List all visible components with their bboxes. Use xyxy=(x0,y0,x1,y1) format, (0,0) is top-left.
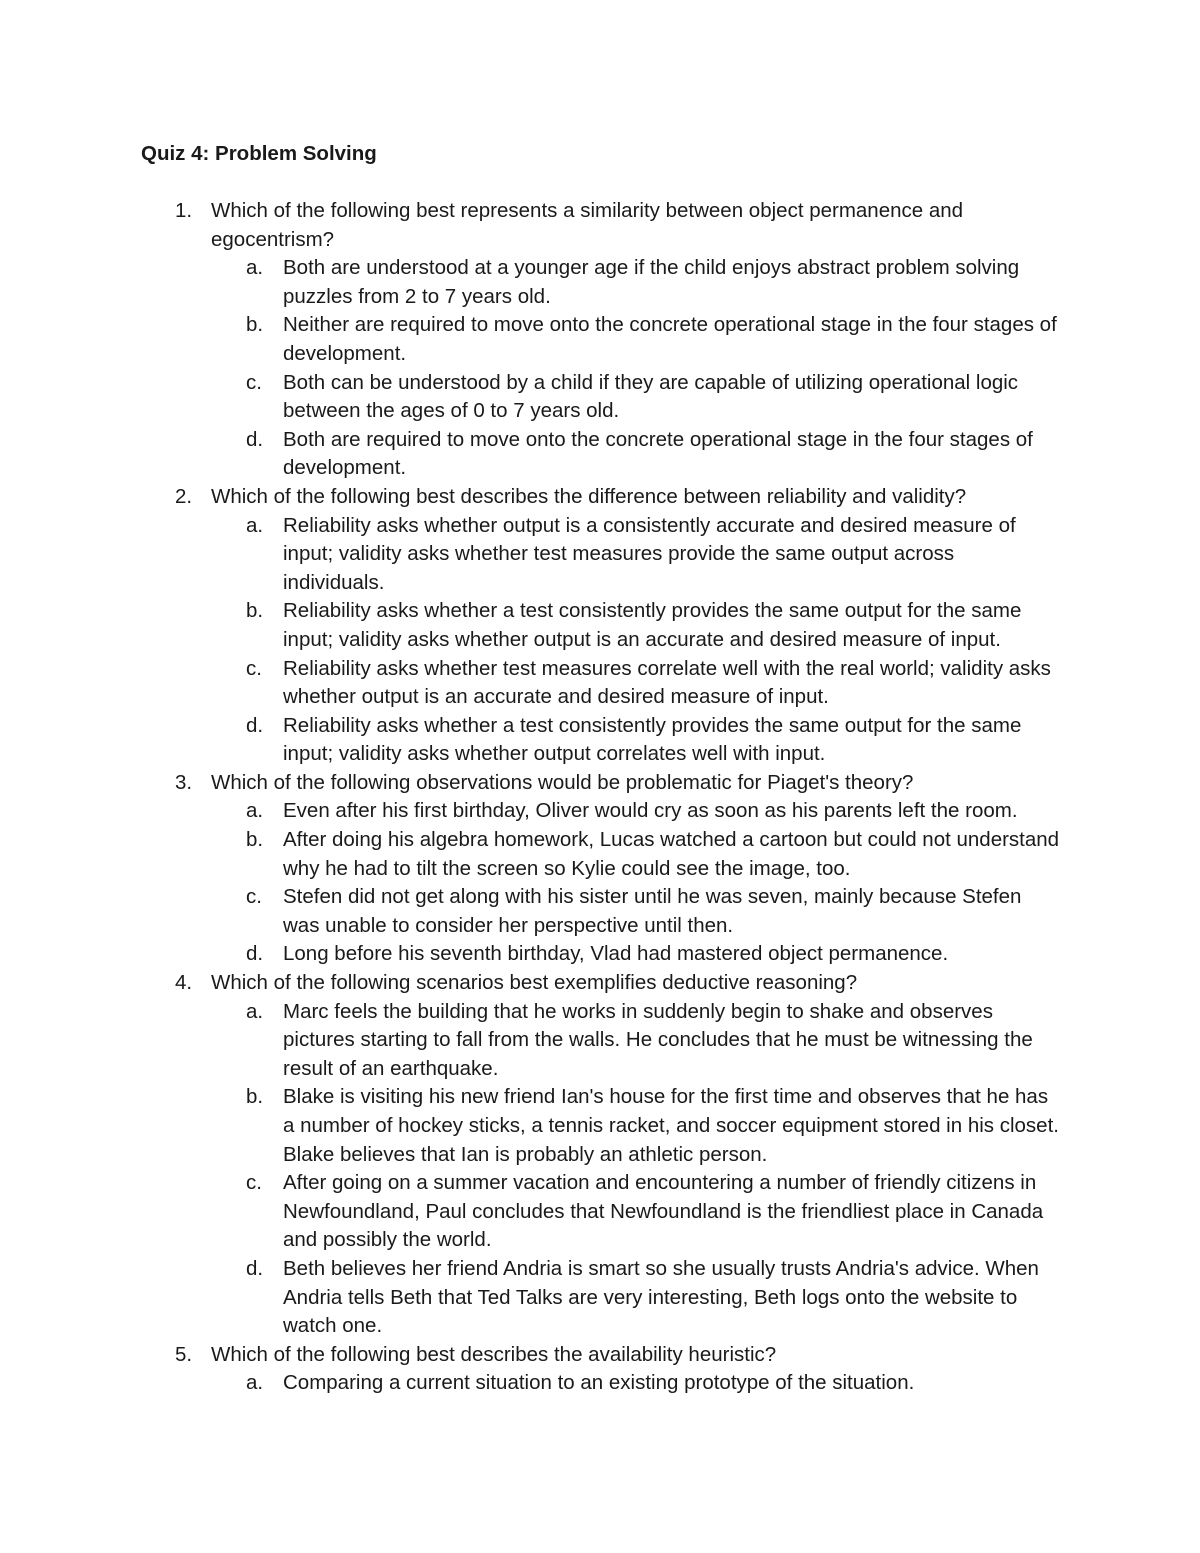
option-list xyxy=(211,797,1060,969)
option-letter: c. xyxy=(246,656,262,680)
option-2c xyxy=(0,655,1060,712)
option-text: Stefen did not get along with his sister until he was seven, mainly because Stefen was unable to consider her perspective until then. xyxy=(283,885,1022,937)
option-text: Even after his first birthday, Oliver would cry as soon as his parents left the room. xyxy=(283,799,1018,823)
question-text: Which of the following observations would be problematic for Piaget's theory? xyxy=(211,770,914,794)
option-4a xyxy=(0,998,1060,1084)
option-3d xyxy=(0,940,1060,969)
option-text: Both are required to move onto the concrete operational stage in the four stages of development. xyxy=(283,427,1033,480)
option-list xyxy=(211,254,1060,483)
option-letter: a. xyxy=(246,799,264,823)
option-letter: b. xyxy=(246,1085,264,1109)
option-3b xyxy=(0,826,1060,883)
option-letter: a. xyxy=(246,999,264,1023)
option-1d xyxy=(0,426,1060,483)
option-letter: d. xyxy=(246,942,264,966)
question-number: 4. xyxy=(175,971,193,995)
option-2a xyxy=(0,512,1060,598)
option-list xyxy=(211,512,1060,769)
option-text: Both can be understood by a child if they are capable of utilizing operational logic between the ages of 0 to 7 years old. xyxy=(283,370,1019,423)
option-1c xyxy=(0,369,1060,426)
question-5 xyxy=(0,1341,1060,1398)
option-text: Neither are required to move onto the concrete operational stage in the four stages of development. xyxy=(283,313,1057,365)
option-letter: a. xyxy=(246,513,264,537)
option-text: Reliability asks whether a test consistently provides the same output for the same input; validity asks whether output correlates well with input. xyxy=(283,713,1022,766)
question-number: 3. xyxy=(175,770,193,794)
question-number: 5. xyxy=(175,1342,193,1366)
option-2b xyxy=(0,597,1060,654)
option-text: Both are understood at a younger age if the child enjoys abstract problem solving puzzles from 2 to 7 years old. xyxy=(283,256,1020,308)
option-5a xyxy=(0,1369,1060,1398)
option-letter: d. xyxy=(246,1256,264,1280)
option-text: Beth believes her friend Andria is smart so she usually trusts Andria's advice. When Andria tells Beth that Ted Talks are very interesting, Beth logs onto the website to watch one. xyxy=(283,1256,1039,1338)
question-text: Which of the following best describes the availability heuristic? xyxy=(211,1342,777,1366)
option-text: Reliability asks whether a test consistently provides the same output for the same input; validity asks whether output is an accurate and desired measure of input. xyxy=(283,599,1022,651)
option-text: Comparing a current situation to an existing prototype of the situation. xyxy=(283,1371,915,1395)
option-letter: b. xyxy=(246,828,264,852)
question-1 xyxy=(0,197,1060,483)
option-letter: d. xyxy=(246,427,264,451)
option-letter: c. xyxy=(246,370,262,394)
option-letter: c. xyxy=(246,1171,262,1195)
option-text: Blake is visiting his new friend Ian's house for the first time and observes that he has a number of hockey sticks, a tennis racket, and soccer equipment stored in his closet. Blake believes that Ian is probably an athletic person. xyxy=(283,1085,1059,1166)
option-letter: a. xyxy=(246,256,264,280)
option-3c xyxy=(0,883,1060,940)
question-3 xyxy=(0,769,1060,969)
option-4d xyxy=(0,1255,1060,1341)
question-list xyxy=(0,197,1200,1398)
option-list xyxy=(211,1369,1060,1398)
option-text: After going on a summer vacation and encountering a number of friendly citizens in Newfoundland, Paul concludes that Newfoundland is the friendliest place in Canada and possibly the world. xyxy=(283,1171,1044,1252)
question-4 xyxy=(0,969,1060,1341)
option-letter: b. xyxy=(246,599,264,623)
question-2 xyxy=(0,483,1060,769)
option-text: Marc feels the building that he works in suddenly begin to shake and observes pictures starting to fall from the walls. He concludes that he must be witnessing the result of an earthquake. xyxy=(283,999,1033,1080)
option-1b xyxy=(0,311,1060,368)
option-1a xyxy=(0,254,1060,311)
page-title: Quiz 4: Problem Solving xyxy=(141,142,377,165)
option-4c xyxy=(0,1169,1060,1255)
question-text: Which of the following best represents a similarity between object permanence and egocentrism? xyxy=(211,199,964,251)
option-3a xyxy=(0,797,1060,826)
question-text: Which of the following best describes the difference between reliability and validity? xyxy=(211,484,967,508)
question-number: 1. xyxy=(175,199,193,222)
option-4b xyxy=(0,1083,1060,1169)
question-number: 2. xyxy=(175,484,193,508)
option-list xyxy=(211,998,1060,1341)
option-letter: c. xyxy=(246,885,262,909)
option-letter: a. xyxy=(246,1371,264,1395)
option-text: Long before his seventh birthday, Vlad had mastered object permanence. xyxy=(283,942,949,966)
option-letter: b. xyxy=(246,313,264,337)
option-text: After doing his algebra homework, Lucas watched a cartoon but could not understand why he had to tilt the screen so Kylie could see the image, too. xyxy=(283,828,1060,880)
option-2d xyxy=(0,712,1060,769)
question-text: Which of the following scenarios best exemplifies deductive reasoning? xyxy=(211,971,858,995)
option-letter: d. xyxy=(246,713,264,737)
option-text: Reliability asks whether output is a consistently accurate and desired measure of input; validity asks whether test measures provide the same output across individuals. xyxy=(283,513,1016,594)
option-text: Reliability asks whether test measures correlate well with the real world; validity asks whether output is an accurate and desired measure of input. xyxy=(283,656,1051,709)
